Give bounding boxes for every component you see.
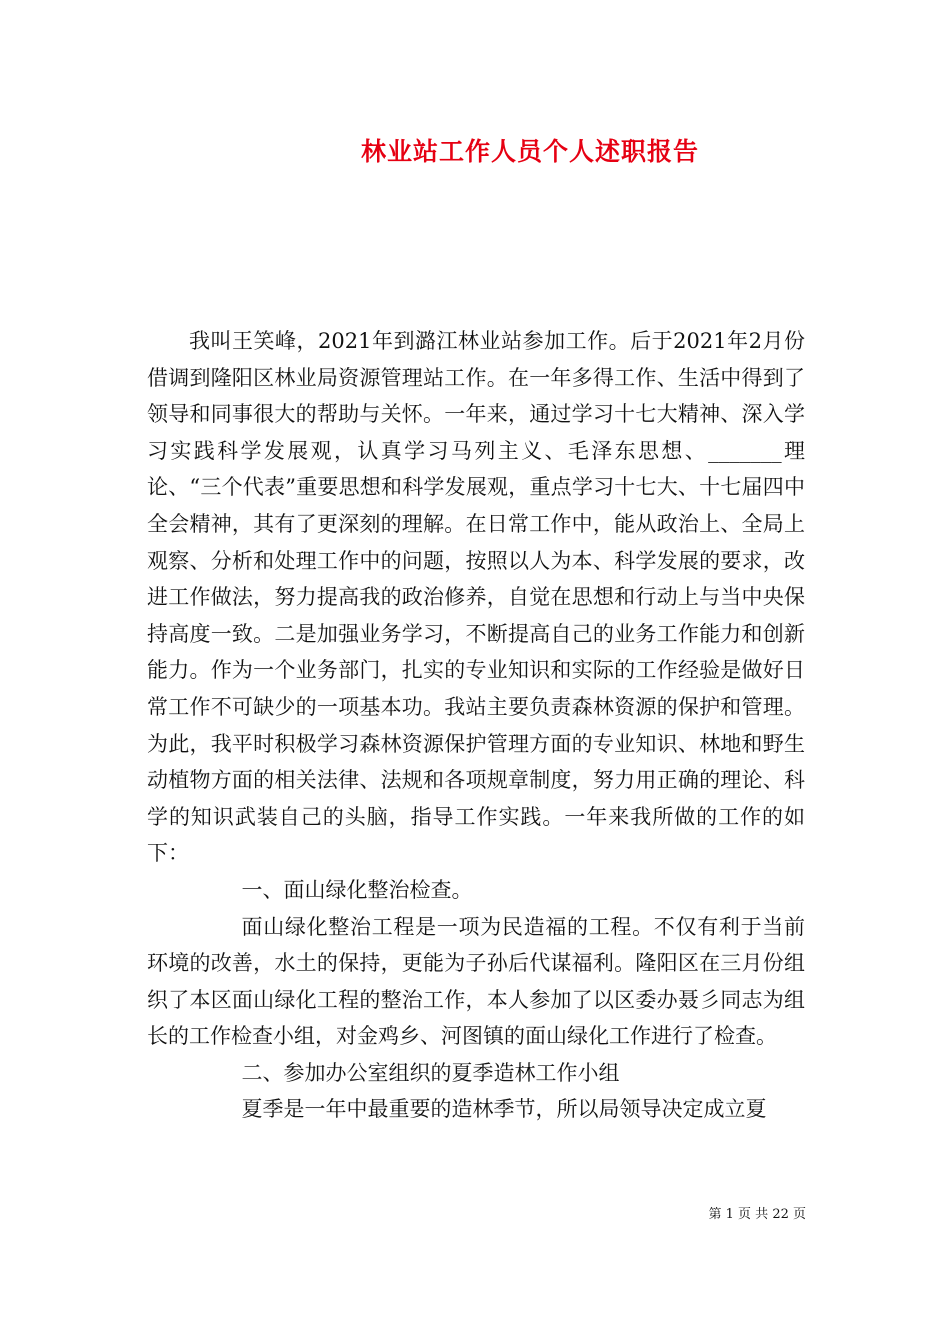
- section-heading-1: 一、面山绿化整治检查。: [241, 877, 473, 902]
- paragraph-intro: 我叫王笑峰，2021年到潞江林业站参加工作。后于2021年2月份借调到隆阳区林业局资源管理站工作。在一年多得工作、生活中得到了领导和同事很大的帮助与关怀。一年来，通过学习十七大精神、深入学习实践科学发展观，认真学习马列主义、毛泽东思想、_______理论、“三个代表”重要思想和科学发展观，重点学习十七大、十七届四中全会精神，其有了更深刻的理解。在日常工作中，能从政治上、全局上观察、分析和处理工作中的问题，按照以人为本、科学发展的要求，改进工作做法，努力提高我的政治修养，自觉在思想和行动上与当中央保持高度一致。二是加强业务学习，不断提高自己的业务工作能力和创新能力。作为一个业务部门，扎实的专业知识和实际的工作经验是做好日常工作不可缺少的一项基本功。我站主要负责森林资源的保护和管理。为此，我平时积极学习森林资源保护管理方面的专业知识、林地和野生动植物方面的相关法律、法规和各项规章制度，努力用正确的理论、科学的知识武装自己的头脑，指导工作实践。一年来我所做的工作的如下：: [147, 329, 805, 866]
- page-number-footer: 第 1 页 共 22 页: [708, 1207, 806, 1222]
- document-title: 林业站工作人员个人述职报告: [360, 137, 699, 166]
- paragraph-section-1: 面山绿化整治工程是一项为民造福的工程。不仅有利于当前环境的改善，水土的保持，更能为子孙后代谋福利。隆阳区在三月份组织了本区面山绿化工程的整治工作，本人参加了以区委办聂彡同志为组长的工作检查小组，对金鸡乡、河图镇的面山绿化工作进行了检查。: [147, 914, 805, 1049]
- paragraph-section-2: 夏季是一年中最重要的造林季节，所以局领导决定成立夏: [241, 1097, 767, 1122]
- document-body: [147, 323, 805, 1128]
- section-heading-2: 二、参加办公室组织的夏季造林工作小组: [241, 1060, 620, 1085]
